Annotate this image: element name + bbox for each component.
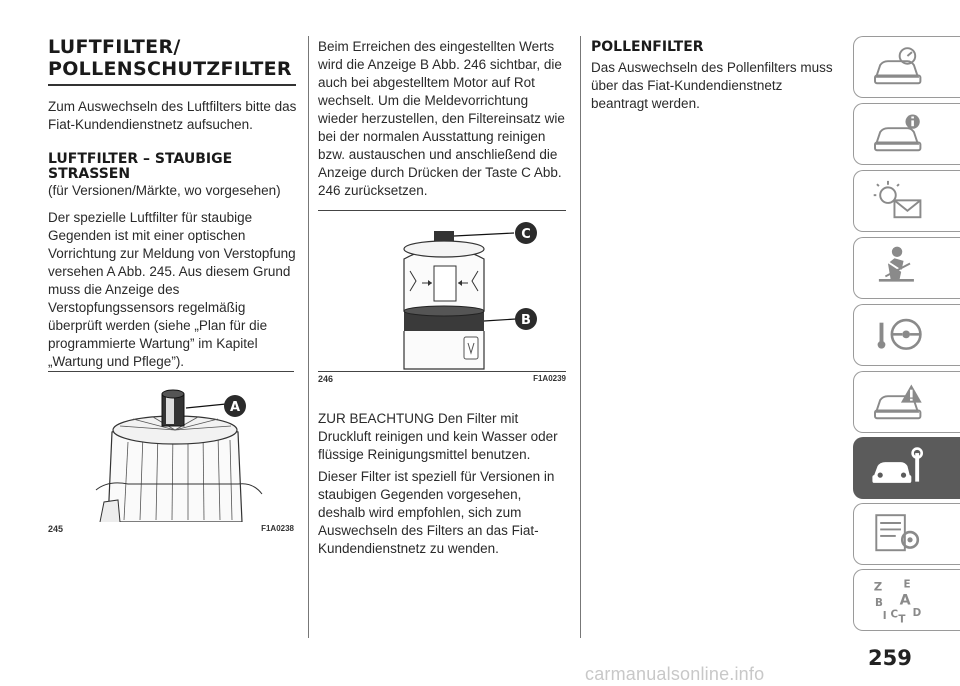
figure-246-bottom-rule xyxy=(318,371,566,372)
tab-maintenance[interactable] xyxy=(853,437,960,499)
title-underline xyxy=(48,84,296,86)
tab-index[interactable] xyxy=(853,569,960,631)
index-letter-c: C xyxy=(890,608,899,621)
tab-emergency[interactable] xyxy=(853,371,960,433)
dusty-heading-line1: LUFTFILTER – STAUBIGE xyxy=(48,151,233,167)
tab-warning-lights[interactable] xyxy=(853,170,960,232)
index-letter-b: B xyxy=(875,596,883,609)
figure-245-number: 245 xyxy=(48,524,64,534)
figure-246-code: F1A0239 xyxy=(533,374,566,383)
column-middle xyxy=(318,0,568,556)
middle-paragraph-2: ZUR BEACHTUNG Den Filter mit Druckluft reinigen und kein Wasser oder flüssige Reinigungsmittel benutzen. xyxy=(318,411,558,462)
intro-paragraph: Zum Auswechseln des Luftfilters bitte das Fiat-Kundendienstnetz aufsuchen. xyxy=(48,99,297,132)
car-maintenance-icon xyxy=(868,444,930,492)
car-info-icon xyxy=(868,110,930,158)
column-right xyxy=(591,0,841,113)
callout-a-label: A xyxy=(229,400,241,415)
dusty-body: Der spezielle Luftfilter für staubige Gegenden ist mit einer optischen Vorrichtung zur Meldung von Verstopfung versehen A Abb. 245. Aus diesem Grund muss die Anzeige des Verstopfungssensors regelmäßig überprüft werden (siehe „Plan für die programmierte Wartung” im Kapitel „Wartung und Pflege”). xyxy=(48,210,296,369)
key-steering-wheel-icon xyxy=(868,311,930,359)
dusty-heading-line2: STRASSEN xyxy=(48,166,131,182)
callout-c-label: C xyxy=(521,227,531,242)
index-letter-a: A xyxy=(899,592,911,609)
tab-car-info[interactable] xyxy=(853,103,960,165)
middle-paragraph-1: Beim Erreichen des eingestellten Werts wird die Anzeige B Abb. 246 sichtbar, die auch bei abgestelltem Motor auf Rot wechselt. Um die Meldevorrichtung wieder herzustellen, den Filtereinsatz wie bei der normalen Ausstattung reinigen bzw. austauschen und anschließend die Anzeige durch Drücken der Taste C Abb. 246 zurücksetzen. xyxy=(318,39,565,198)
car-dashboard-icon xyxy=(868,43,930,91)
pollen-heading: POLLENFILTER xyxy=(591,39,704,55)
index-letter-e: E xyxy=(903,578,911,591)
index-letter-z: Z xyxy=(873,579,883,594)
middle-paragraph-3: Dieser Filter ist speziell für Versionen in staubigen Gegenden vorgesehen, deshalb wird empfohlen, sich zum Auswechseln des Filters an das Fiat-Kundendienstnetz zu wenden. xyxy=(318,469,555,556)
column-divider-2 xyxy=(580,36,581,638)
index-letter-t: T xyxy=(898,613,906,624)
section-title xyxy=(48,36,298,80)
figure-246-caption xyxy=(318,374,566,384)
column-left xyxy=(48,0,298,534)
figure-245-caption xyxy=(48,524,294,534)
figure-245 xyxy=(48,371,294,534)
dusty-heading xyxy=(48,152,298,182)
column-divider-1 xyxy=(308,36,309,638)
index-letter-i: I xyxy=(882,609,887,622)
seat-safety-icon xyxy=(868,244,930,292)
pollen-body: Das Auswechseln des Pollenfilters muss über das Fiat-Kundendienstnetz beantragt werden. xyxy=(591,60,833,111)
figure-246 xyxy=(318,210,566,384)
tab-technical-data[interactable] xyxy=(853,503,960,565)
air-filter-illustration xyxy=(48,372,294,522)
warning-lights-message-icon xyxy=(868,177,930,225)
callout-b-label: B xyxy=(521,313,531,328)
figure-245-code: F1A0238 xyxy=(261,524,294,533)
figure-246-number: 246 xyxy=(318,374,334,384)
index-letter-d: D xyxy=(912,607,922,620)
tab-starting-driving[interactable] xyxy=(853,304,960,366)
section-title-line1: LUFTFILTER/ xyxy=(48,36,181,58)
tab-safety[interactable] xyxy=(853,237,960,299)
page-number: 259 xyxy=(868,646,912,670)
technical-data-icon xyxy=(868,510,930,558)
index-letters-icon xyxy=(868,576,930,624)
watermark: carmanualsonline.info xyxy=(585,664,765,684)
tab-dashboard[interactable] xyxy=(853,36,960,98)
car-emergency-icon xyxy=(868,378,930,426)
dust-indicator-illustration xyxy=(318,211,566,371)
section-title-line2: POLLENSCHUTZFILTER xyxy=(48,58,292,80)
dusty-note: (für Versionen/Märkte, wo vorgesehen) xyxy=(48,183,281,198)
